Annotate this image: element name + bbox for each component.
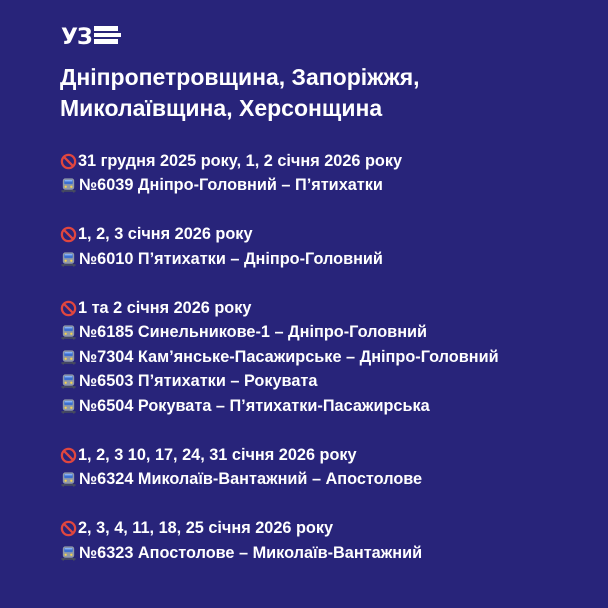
train-text: №6039 Дніпро-Головний – П’ятихатки <box>79 176 383 195</box>
train-line <box>60 468 600 493</box>
prohibited-icon <box>60 226 77 243</box>
train-text: №6503 П’ятихатки – Рокувата <box>79 372 318 391</box>
train-icon <box>60 349 77 366</box>
train-icon <box>60 324 77 341</box>
train-line <box>60 394 600 419</box>
prohibited-icon <box>60 447 77 464</box>
train-icon <box>60 398 77 415</box>
prohibited-icon <box>60 153 77 170</box>
cancellation-group <box>60 149 600 198</box>
train-icon <box>60 251 77 268</box>
dates-line <box>60 223 600 248</box>
cancellation-group <box>60 517 600 566</box>
cancellation-list <box>60 149 600 590</box>
cancellation-group <box>60 223 600 272</box>
dates-text: 1 та 2 січня 2026 року <box>78 298 252 317</box>
dates-line <box>60 296 600 321</box>
title-line: Дніпропетровщина, Запоріжжя, <box>60 64 420 90</box>
prohibited-icon <box>60 300 77 317</box>
dates-line <box>60 149 600 174</box>
train-icon <box>60 471 77 488</box>
dates-text: 1, 2, 3 10, 17, 24, 31 січня 2026 року <box>78 445 357 464</box>
prohibited-icon <box>60 520 77 537</box>
train-text: №6010 П’ятихатки – Дніпро-Головний <box>79 249 383 268</box>
train-line <box>60 247 600 272</box>
train-icon <box>60 545 77 562</box>
dates-text: 31 грудня 2025 року, 1, 2 січня 2026 року <box>78 151 403 170</box>
train-text: №7304 Кам’янське-Пасажирське – Дніпро-Головний <box>79 347 499 366</box>
train-line <box>60 370 600 395</box>
train-icon <box>60 373 77 390</box>
dates-line <box>60 517 600 542</box>
train-icon <box>60 177 77 194</box>
dates-text: 2, 3, 4, 11, 18, 25 січня 2026 року <box>78 519 334 538</box>
train-line <box>60 321 600 346</box>
train-text: №6324 Миколаїв-Вантажний – Апостолове <box>79 470 423 489</box>
logo-icon <box>61 22 123 48</box>
cancellation-group <box>60 443 600 492</box>
dates-text: 1, 2, 3 січня 2026 року <box>78 225 253 244</box>
ukrzaliznytsia-logo <box>61 22 123 48</box>
train-text: №6504 Рокувата – П’ятихатки-Пасажирська <box>79 396 430 415</box>
train-text: №6323 Апостолове – Миколаїв-Вантажний <box>79 543 423 562</box>
train-text: №6185 Синельникове-1 – Дніпро-Головний <box>79 323 428 342</box>
title-line: Миколаївщина, Херсонщина <box>60 95 383 121</box>
train-line <box>60 345 600 370</box>
dates-line <box>60 443 600 468</box>
page-title <box>60 62 580 124</box>
logo-text: УЗ <box>61 25 92 48</box>
train-line <box>60 174 600 199</box>
train-line <box>60 541 600 566</box>
cancellation-group <box>60 296 600 419</box>
